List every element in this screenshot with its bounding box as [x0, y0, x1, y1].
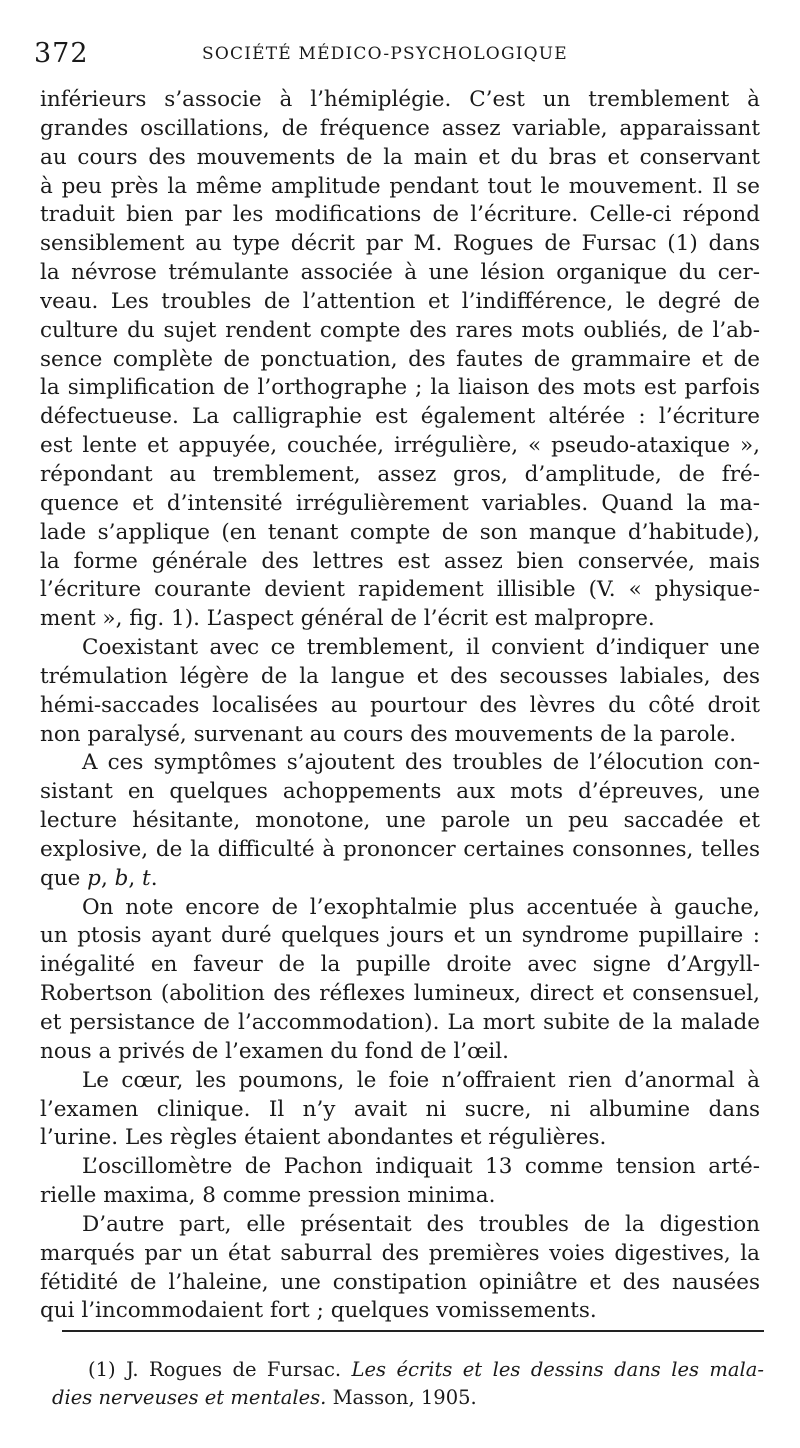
text-line: grandes oscillations, de fréquence assez variable, apparaissant [40, 115, 760, 141]
text-line: la névrose trémulante associée à une lésion organique du cer- [40, 260, 760, 286]
text-line: Coexistant avec ce tremblement, il convient d’indiquer une [82, 635, 760, 661]
footnote-publisher: Masson, 1905. [326, 1386, 477, 1409]
text-line: explosive, de la difficulté à prononcer certaines consonnes, telles [40, 836, 760, 862]
text-line: veau. Les troubles de l’attention et l’indifférence, le degré de [40, 288, 760, 314]
text-line: hémi-saccades localisées au pourtour des lèvres du côté droit [40, 692, 760, 718]
text-line: L’oscillomètre de Pachon indiquait 13 comme tension arté- [82, 1154, 760, 1180]
text-line: la forme générale des lettres est assez bien conservée, mais [40, 548, 760, 574]
text-line: l’écriture courante devient rapidement illisible (V. « physique- [40, 577, 760, 603]
text-line: à peu près la même amplitude pendant tout le mouvement. Il se [40, 173, 760, 199]
body-text [40, 86, 760, 1326]
footnote-line [52, 1356, 764, 1384]
text-line: inégalité en faveur de la pupille droite avec signe d’Argyll- [40, 952, 760, 978]
text-line: On note encore de l’exophtalmie plus accentuée à gauche, [82, 894, 760, 920]
text-line: D’autre part, elle présentait des troubles de la digestion [82, 1211, 760, 1237]
text-line: sistant en quelques achoppements aux mots d’épreuves, une [40, 779, 760, 805]
text-line: inférieurs s’associe à l’hémiplégie. C’est un tremblement à [40, 87, 760, 112]
text-line: défectueuse. La calligraphie est également altérée : l’écriture [40, 404, 760, 430]
footnote-rule [62, 1330, 764, 1332]
text-line: quence et d’intensité irrégulièrement variables. Quand la ma- [40, 490, 760, 516]
text-line: et persistance de l’accommodation). La mort subite de la malade [40, 1010, 760, 1035]
text-line: que p, b, t. [40, 865, 158, 891]
running-head: SOCIÉTÉ MÉDICO-PSYCHOLOGIQUE [202, 44, 568, 64]
text-line: traduit bien par les modifications de l’écriture. Celle-ci répond [40, 202, 760, 228]
text-line: ment », fig. 1). L’aspect général de l’écrit est malpropre. [40, 606, 655, 632]
text-line: marqués par un état saburral des premières voies digestives, la [40, 1240, 760, 1266]
text-line: un ptosis ayant duré quelques jours et un syndrome pupillaire : [40, 923, 760, 949]
text-line: Robertson (abolition des réflexes lumineux, direct et consensuel, [40, 981, 760, 1007]
page-number: 372 [34, 38, 89, 69]
text-line: l’examen clinique. Il n’y avait ni sucre, ni albumine dans [40, 1096, 760, 1122]
text-line: l’urine. Les règles étaient abondantes et régulières. [40, 1125, 607, 1151]
footnote-title-part: dies nerveuses et mentales. [52, 1386, 327, 1409]
text-line: culture du sujet rendent compte des rares mots oubliés, de l’ab- [40, 317, 760, 343]
text-line: qui l’incommodaient fort ; quelques vomissements. [40, 1298, 597, 1324]
footnote-title-part: Les écrits et les dessins dans les mala- [351, 1358, 764, 1381]
text-line: la simplification de l’orthographe ; la liaison des mots est parfois [40, 375, 760, 401]
italic-letter: t [142, 865, 151, 891]
text-line: est lente et appuyée, couchée, irrégulière, « pseudo-ataxique », [40, 433, 760, 459]
text-line: trémulation légère de la langue et des secousses labiales, des [40, 663, 760, 689]
page-header [34, 38, 764, 68]
footnote [52, 1356, 764, 1412]
text-line: sensiblement au type décrit par M. Rogues de Fursac (1) dans [40, 231, 760, 257]
italic-letter: b [114, 865, 129, 891]
footnote-line [52, 1384, 764, 1412]
text-line: A ces symptômes s’ajoutent des troubles de l’élocution con- [82, 750, 760, 776]
text-line: lecture hésitante, monotone, une parole un peu saccadée et [40, 808, 760, 834]
text-line: sence complète de ponctuation, des fautes de grammaire et de [40, 346, 760, 372]
text-line: non paralysé, survenant au cours des mouvements de la parole. [40, 721, 737, 747]
text-line: au cours des mouvements de la main et du bras et conservant [40, 144, 760, 170]
text-line: nous a privés de l’examen du fond de l’œil. [40, 1038, 509, 1064]
text-line: lade s’applique (en tenant compte de son manque d’habitude), [40, 519, 760, 545]
italic-letter: p [87, 865, 101, 891]
text-line: Le cœur, les poumons, le foie n’offraient rien d’anormal à [82, 1067, 760, 1093]
text-line: rielle maxima, 8 comme pression minima. [40, 1183, 496, 1209]
footnote-citation: (1) J. Rogues de Fursac. [88, 1358, 352, 1381]
text-line: répondant au tremblement, assez gros, d’amplitude, de fré- [40, 461, 760, 487]
text-line: fétidité de l’haleine, une constipation opiniâtre et des nausées [40, 1269, 760, 1295]
